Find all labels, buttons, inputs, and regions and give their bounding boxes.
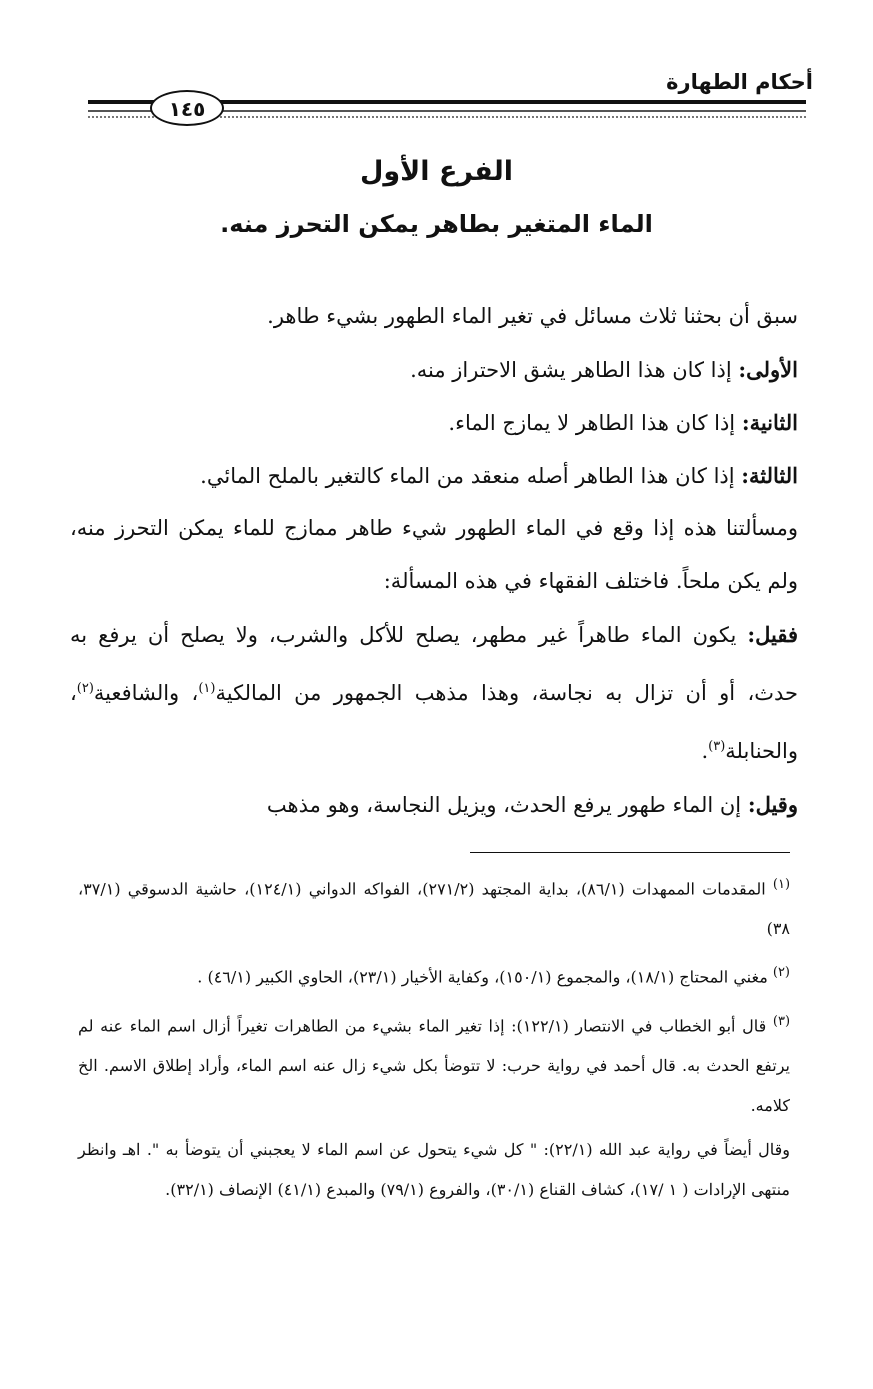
paragraph-lead: الثانية: <box>741 410 798 435</box>
footnote-2 <box>78 953 790 997</box>
footnote-marker: (٢) <box>772 965 790 981</box>
footnote-ref-2[interactable]: (٢) <box>76 681 94 696</box>
running-title: أحكام الطهارة <box>666 70 813 94</box>
paragraph-text: . <box>701 739 709 763</box>
footnotes <box>78 865 790 1214</box>
footnote-marker: (٣) <box>772 1013 791 1029</box>
footnote-3-continued: وقال أيضاً في رواية عبد الله (٢٢/١): " كل شيء يتحول عن اسم الماء لا يعجبني أن يتوضأ به ". اهـ وانظر منتهى الإرادات ( ١ /١٧)، كشاف القناع (٣٠/١)، والفروع (٧٩/١) والمبدع (٤١/١) الإنصاف (٣٢/١). <box>78 1139 791 1199</box>
footnote-text: مغني المحتاج (١٨/١)، والمجموع (١٥٠/١)، وكفاية الأخيار (٢٣/١)، الحاوي الكبير (٤٦/١) . <box>197 967 773 987</box>
paragraph-second-opinion <box>70 778 798 831</box>
paragraph-lead: فقيل: <box>747 622 798 647</box>
paragraph-lead: الأولى: <box>738 357 798 382</box>
section-title: الفرع الأول <box>359 156 514 187</box>
paragraph-first <box>70 343 798 396</box>
paragraph-text: ، والشافعية <box>93 681 199 705</box>
footnote-text: قال أبو الخطاب في الانتصار (١٢٢/١): إذا تغير الماء بشيء من الطاهرات تغيراً أزال اسم الماء عنه لم يرتفع الحدث به. قال أحمد في رواية حرب: لا تتوضأ بكل شيء زال عنه اسم الماء، وأراد إطلاق الاسم. الخ كلامه. <box>78 1015 790 1115</box>
footnote-ref-3[interactable]: (٣) <box>708 739 726 754</box>
section-subtitle: الماء المتغير بطاهر يمكن التحرز منه. <box>220 210 653 238</box>
footnote-text: المقدمات الممهدات (٨٦/١)، بداية المجتهد (٢٧١/٢)، الفواكه الدواني (١٢٤/١)، حاشية الدسوقي (٣٧/١، ٣٨) <box>78 879 790 939</box>
footnote-1 <box>78 865 790 949</box>
paragraph-text: إذا كان هذا الطاهر يشق الاحتراز منه. <box>410 358 739 382</box>
paragraph-text: ، والحنابلة <box>70 681 798 763</box>
paragraph-issue: ومسألتنا هذه إذا وقع في الماء الطهور شيء طاهر ممازج للماء يمكن التحرز منه، ولم يكن ملحاً. فاختلف الفقهاء في هذه المسألة: <box>70 516 798 593</box>
page-number-badge: ١٤٥ <box>150 90 224 126</box>
paragraph-third <box>70 449 798 502</box>
footnote-ref-1[interactable]: (١) <box>198 681 216 696</box>
paragraph-lead: وقيل: <box>747 792 798 817</box>
paragraph-text: إن الماء طهور يرفع الحدث، ويزيل النجاسة، وهو مذهب <box>266 793 748 817</box>
paragraph-first-opinion <box>70 608 798 778</box>
body-text <box>70 290 798 831</box>
footnote-3 <box>78 1002 790 1126</box>
paragraph-text: يكون الماء طاهراً غير مطهر، يصلح للأكل والشرب، ولا يصلح أن يرفع به حدث، أو أن تزال به نجاسة، وهذا مذهب الجمهور من المالكية <box>70 623 798 705</box>
paragraph-second <box>70 396 798 449</box>
paragraph-lead: الثالثة: <box>741 463 798 488</box>
paragraph-text: إذا كان هذا الطاهر أصله منعقد من الماء كالتغير بالملح المائي. <box>200 464 742 488</box>
footnote-separator <box>470 852 790 853</box>
footnote-marker: (١) <box>772 877 791 892</box>
paragraph-text: إذا كان هذا الطاهر لا يمازج الماء. <box>448 411 742 435</box>
paragraph-intro: سبق أن بحثنا ثلاث مسائل في تغير الماء الطهور بشيء طاهر. <box>267 304 798 328</box>
